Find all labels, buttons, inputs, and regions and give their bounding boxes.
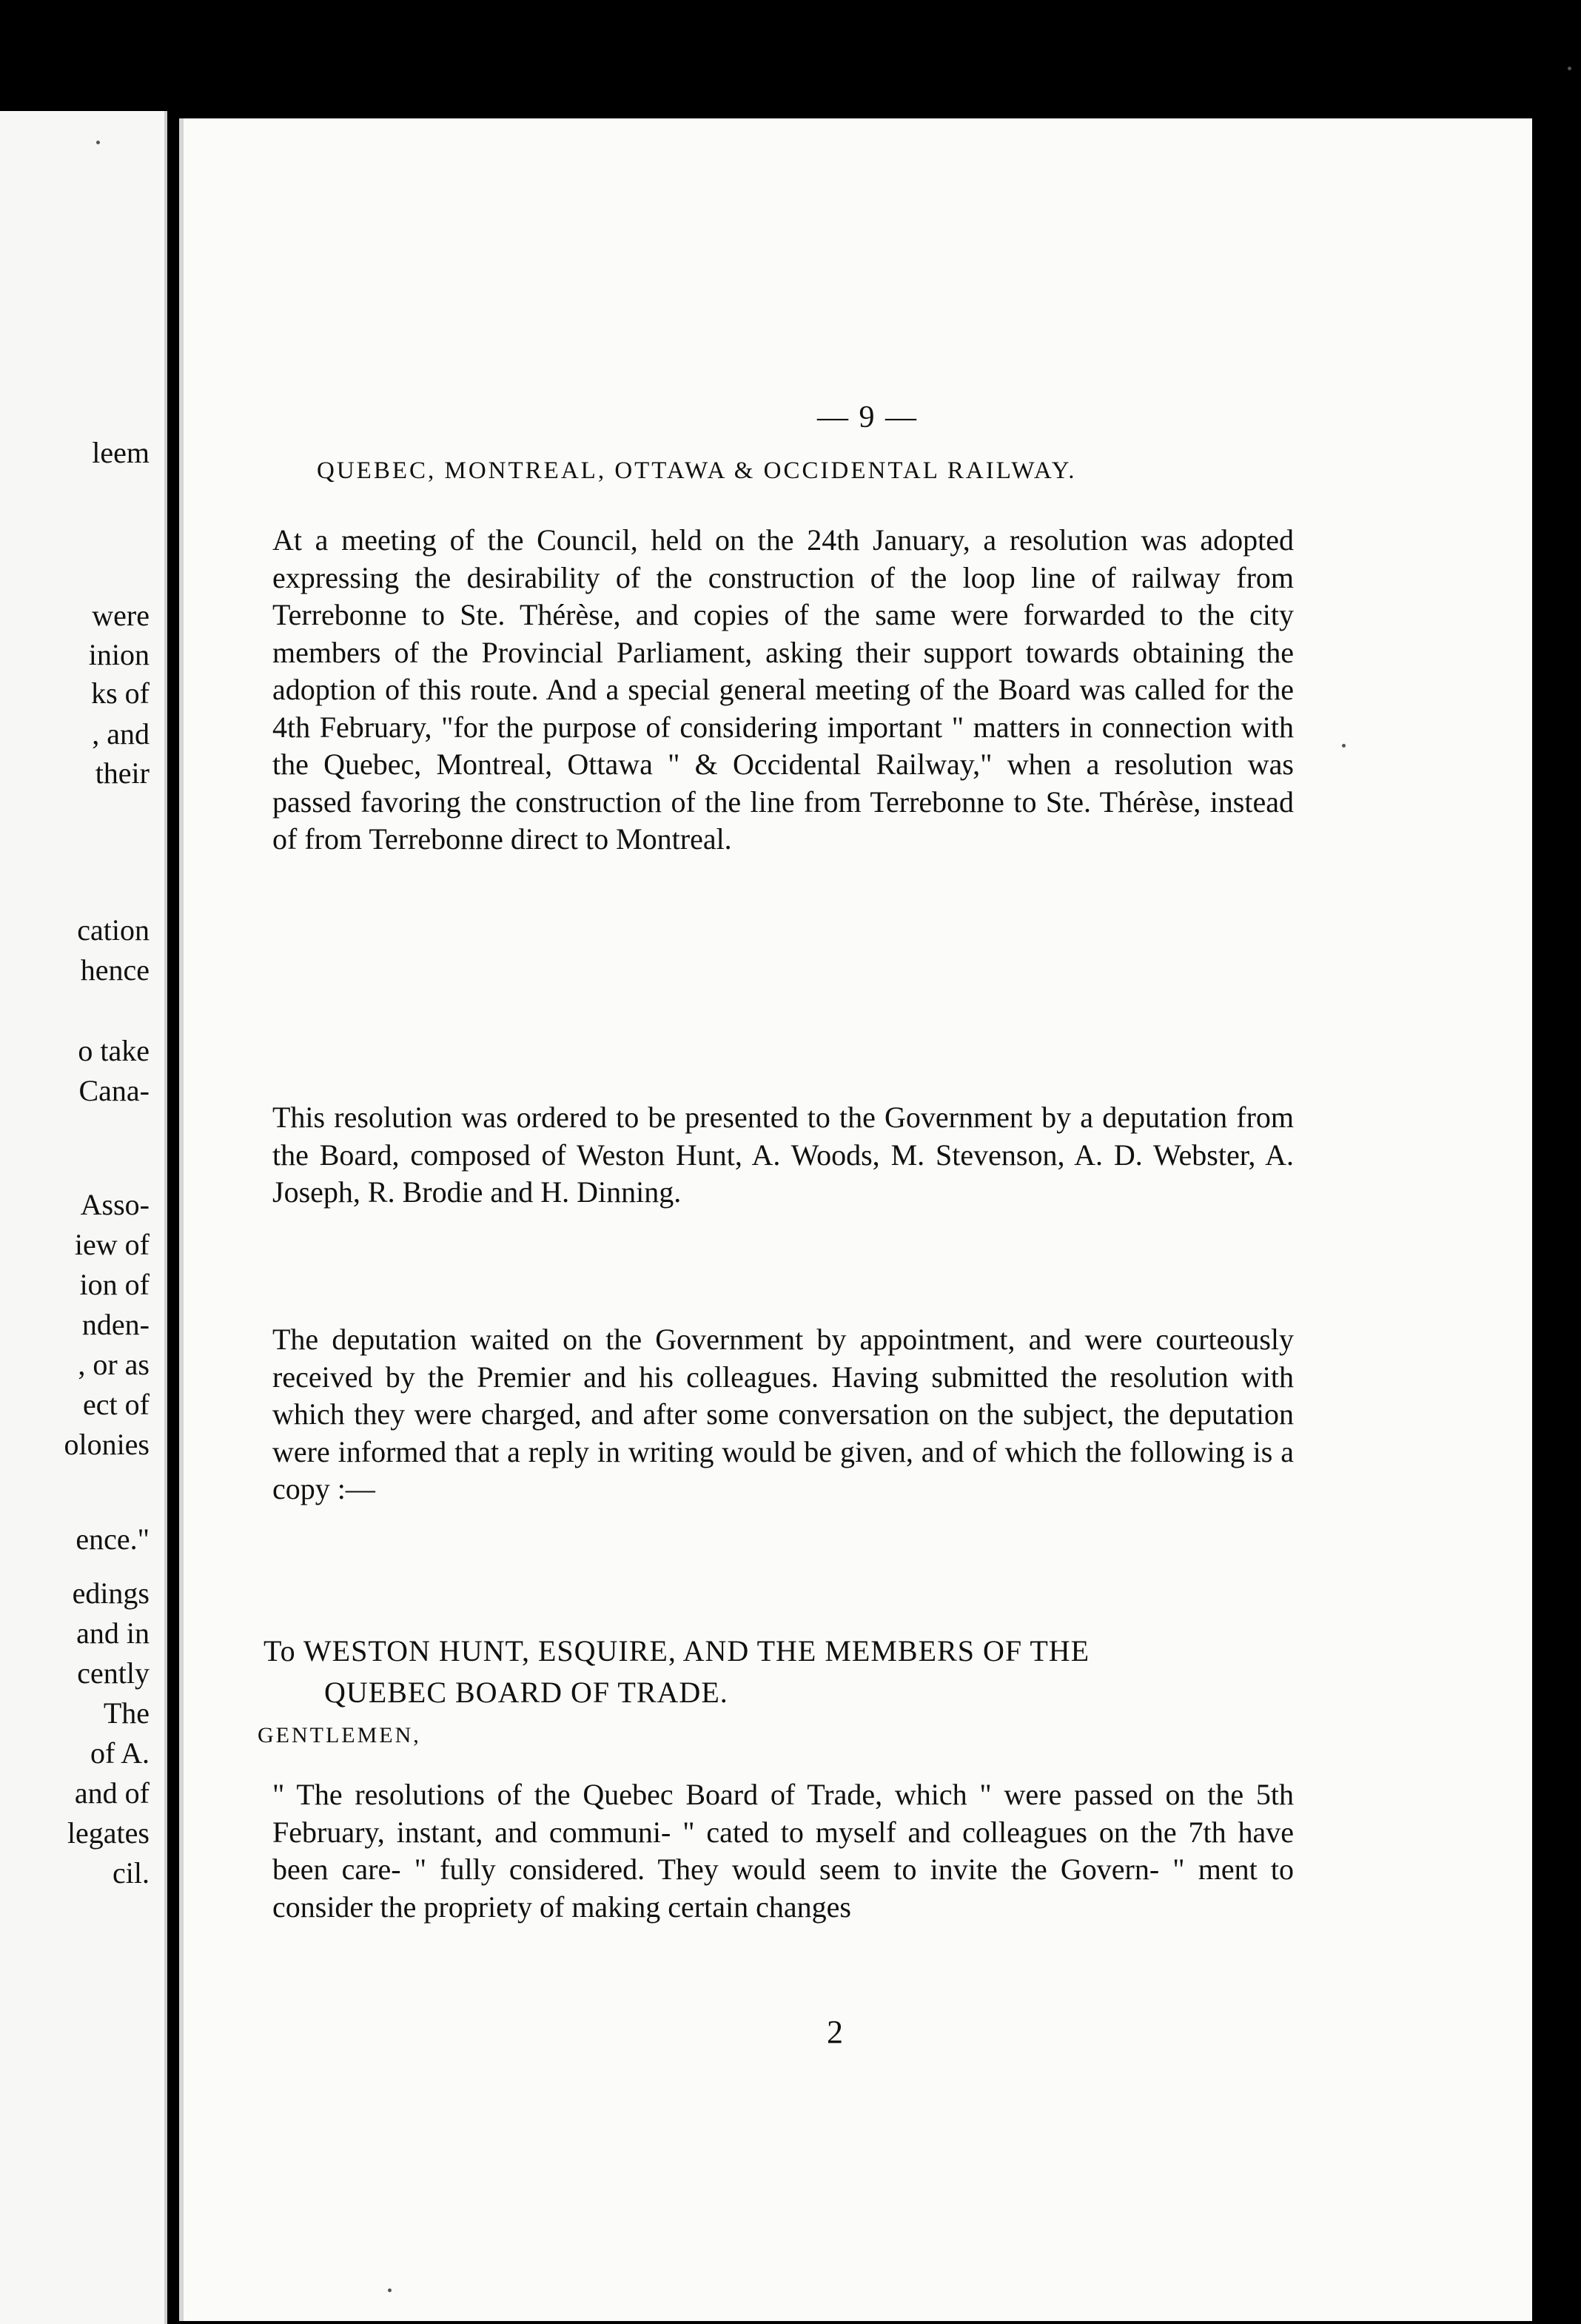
left-page-line: their (95, 756, 150, 790)
section-heading: QUEBEC, MONTREAL, OTTAWA & OCCIDENTAL RAILWAY. (317, 457, 1077, 484)
left-page-line: nden- (81, 1308, 150, 1341)
left-page-line: o take (78, 1034, 150, 1067)
paragraph-council-meeting: At a meeting of the Council, held on the 24th January, a resolution was adopted expressing the desirability of the construction of the loop line of railway from Terrebonne to Ste. Thérèse, and copies of the same were forwarded to the city members of the Provincial Parliament, asking their support towards obtaining the adoption of this route. And a special general meeting of the Board was called for the 4th February, "for the purpose of considering important " matters in connection with the Quebec, Montreal, Ottawa " & Occidental Railway," when a resolution was passed favoring the construction of the line from Terrebonne to Ste. Thérèse, instead of from Terrebonne direct to Montreal. (272, 523, 1294, 856)
letter-address-line-2: QUEBEC BOARD OF TRADE. (324, 1676, 728, 1709)
left-page-line: cently (77, 1656, 150, 1690)
left-page-line: cation (77, 913, 150, 947)
speck (1568, 67, 1571, 70)
left-page-line: inion (88, 638, 150, 671)
page-number: — 9 — (817, 400, 918, 434)
signature-mark: 2 (827, 2014, 843, 2050)
left-page-line: ks of (91, 676, 150, 710)
left-page-line: leem (92, 436, 150, 469)
left-page-line: olonies (64, 1428, 150, 1461)
speck (388, 2288, 392, 2292)
left-page-line: ion of (79, 1268, 150, 1301)
left-page-line: edings (72, 1576, 150, 1610)
right-page (179, 118, 1532, 2321)
left-page-fragment (0, 111, 167, 2324)
left-page-line: ence." (75, 1522, 150, 1556)
left-page-line: The (103, 1696, 150, 1730)
left-page-line: cil. (113, 1856, 150, 1890)
paragraph-deputation: This resolution was ordered to be presented to the Government by a deputation from the Board, composed of Weston Hunt, A. Woods, M. Stevenson, A. D. Webster, A. Joseph, R. Brodie and H. Dinning. (272, 1101, 1294, 1209)
left-page-line: ect of (83, 1388, 150, 1421)
letter-body: " The resolutions of the Quebec Board of Trade, which " were passed on the 5th February, instant, and communi- " cated to myself and colleagues on the 7th have been care- " fully considered. They would seem to invite the Govern- " ment to consider the propriety of making certain changes (272, 1778, 1294, 1924)
left-page-line: and of (74, 1776, 150, 1810)
left-page-line: Cana- (78, 1074, 150, 1107)
left-page-line: legates (67, 1816, 150, 1850)
paragraph-government-reply: The deputation waited on the Government by appointment, and were courteously received by the Premier and his colleagues. Having submitted the resolution with which they were charged, and after some conversation on the subject, the deputation were informed that a reply in writing would be given, and of which the following is a copy :— (272, 1323, 1294, 1505)
left-page-line: were (92, 599, 150, 632)
left-page-line: iew of (74, 1228, 150, 1261)
letter-address-line-1: To WESTON HUNT, ESQUIRE, AND THE MEMBERS OF THE (264, 1634, 1090, 1668)
speck (96, 141, 100, 144)
left-page-line: , and (92, 717, 150, 750)
speck (1342, 744, 1346, 748)
letter-salutation: GENTLEMEN, (258, 1723, 421, 1747)
left-page-line: , or as (78, 1348, 150, 1381)
left-page-line: hence (80, 953, 150, 987)
left-page-line: of A. (90, 1736, 150, 1770)
left-page-line: Asso- (80, 1188, 150, 1221)
left-page-line: and in (76, 1616, 150, 1650)
